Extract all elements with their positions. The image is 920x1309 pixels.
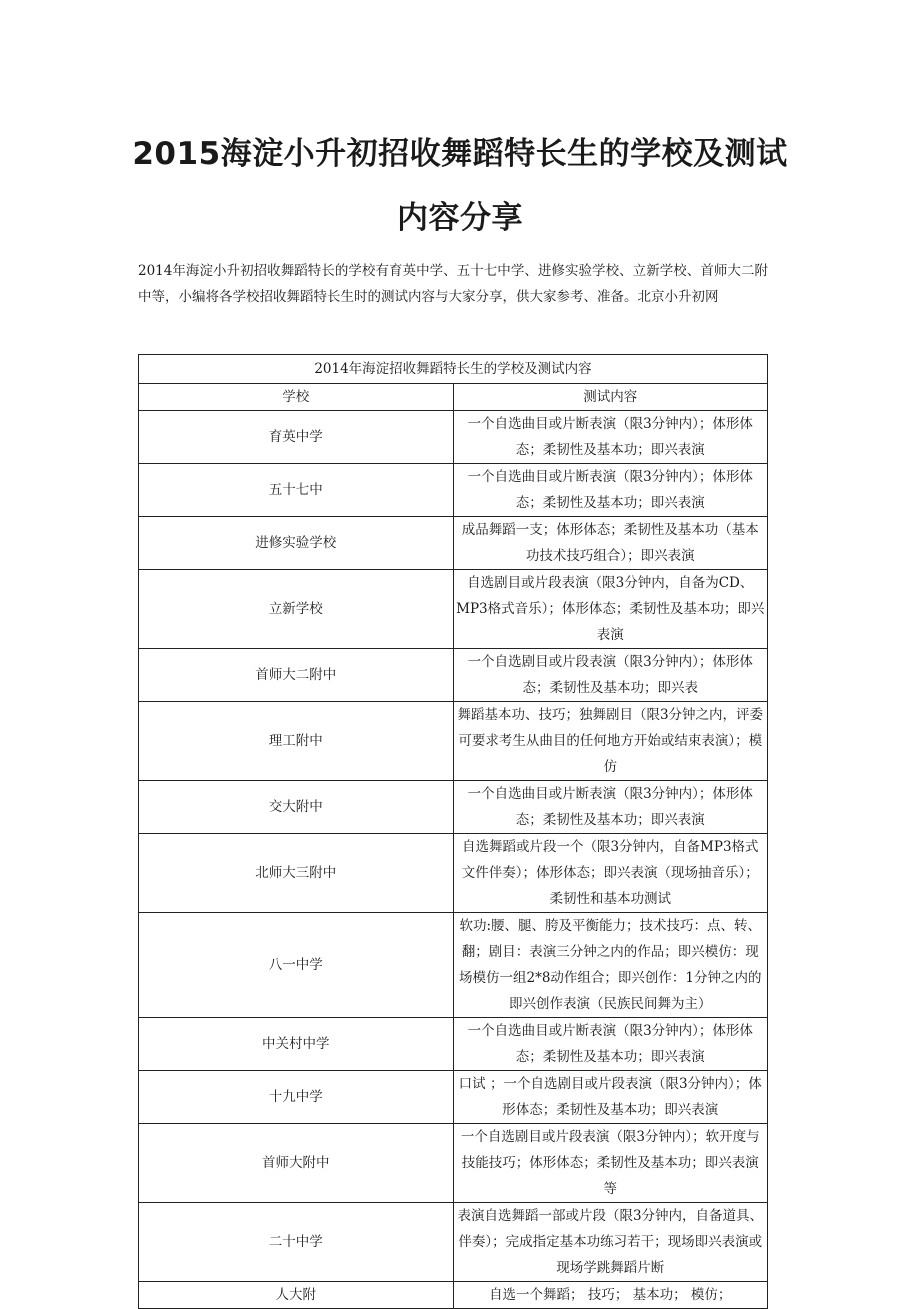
content-cell: 自选一个舞蹈； 技巧； 基本功； 模仿； (453, 1282, 768, 1309)
school-cell: 十九中学 (139, 1071, 454, 1124)
table-row (139, 411, 768, 464)
school-cell: 交大附中 (139, 781, 454, 834)
school-cell: 人大附 (139, 1282, 454, 1309)
table-row (139, 1018, 768, 1071)
school-cell: 立新学校 (139, 570, 454, 649)
school-cell: 五十七中 (139, 464, 454, 517)
school-cell: 理工附中 (139, 702, 454, 781)
table-row (139, 1071, 768, 1124)
header-content: 测试内容 (453, 384, 768, 411)
school-cell: 中关村中学 (139, 1018, 454, 1071)
table-row (139, 570, 768, 649)
content-cell: 一个自选曲目或片断表演（限3分钟内）；体形体态；柔韧性及基本功；即兴表演 (453, 411, 768, 464)
content-cell: 自选剧目或片段表演（限3分钟内，自备为CD、MP3格式音乐）；体形体态；柔韧性及基本功；即兴表演 (453, 570, 768, 649)
school-cell: 首师大二附中 (139, 649, 454, 702)
content-cell: 自选舞蹈或片段一个（限3分钟内，自备MP3格式文件伴奏）；体形体态；即兴表演（现场抽音乐）；柔韧性和基本功测试 (453, 834, 768, 913)
content-cell: 软功:腰、腿、胯及平衡能力；技术技巧：点、转、翻；剧目：表演三分钟之内的作品；即兴模仿：现场模仿一组2*8动作组合；即兴创作：1分钟之内的即兴创作表演（民族民间舞为主） (453, 913, 768, 1018)
table-row (139, 781, 768, 834)
content-cell: 口试 ；一个自选剧目或片段表演（限3分钟内）；体形体态；柔韧性及基本功；即兴表演 (453, 1071, 768, 1124)
school-cell: 八一中学 (139, 913, 454, 1018)
content-cell: 表演自选舞蹈一部或片段（限3分钟内，自备道具、伴奏）；完成指定基本功练习若干；现场即兴表演或现场学跳舞蹈片断 (453, 1203, 768, 1282)
table-row (139, 517, 768, 570)
table-row (139, 702, 768, 781)
table-row (139, 464, 768, 517)
table-caption: 2014年海淀招收舞蹈特长生的学校及测试内容 (139, 355, 768, 384)
content-cell: 一个自选曲目或片断表演（限3分钟内）；体形体态；柔韧性及基本功；即兴表演 (453, 1018, 768, 1071)
header-school: 学校 (139, 384, 454, 411)
content-cell: 舞蹈基本功、技巧；独舞剧目（限3分钟之内，评委可要求考生从曲目的任何地方开始或结束表演）；模仿 (453, 702, 768, 781)
school-cell: 育英中学 (139, 411, 454, 464)
content-cell: 一个自选剧目或片段表演（限3分钟内）；体形体态；柔韧性及基本功；即兴表 (453, 649, 768, 702)
table-row (139, 649, 768, 702)
school-cell: 首师大附中 (139, 1124, 454, 1203)
table-row (139, 834, 768, 913)
table-row (139, 1282, 768, 1309)
table-row (139, 1124, 768, 1203)
school-cell: 进修实验学校 (139, 517, 454, 570)
intro-paragraph: 2014年海淀小升初招收舞蹈特长的学校有育英中学、五十七中学、进修实验学校、立新学校、首师大二附中等，小编将各学校招收舞蹈特长生时的测试内容与大家分享，供大家参考、准备。北京小升初网 (138, 263, 768, 305)
school-cell: 北师大三附中 (139, 834, 454, 913)
content-cell: 一个自选曲目或片断表演（限3分钟内）；体形体态；柔韧性及基本功；即兴表演 (453, 781, 768, 834)
content-cell: 成品舞蹈一支；体形体态；柔韧性及基本功（基本功技术技巧组合）；即兴表演 (453, 517, 768, 570)
page-title: 2015海淀小升初招收舞蹈特长生的学校及测试内容分享 (132, 136, 788, 236)
school-cell: 二十中学 (139, 1203, 454, 1282)
content-cell: 一个自选剧目或片段表演（限3分钟内）；软开度与技能技巧；体形体态；柔韧性及基本功；即兴表演等 (453, 1124, 768, 1203)
table-row (139, 913, 768, 1018)
content-cell: 一个自选曲目或片断表演（限3分钟内）；体形体态；柔韧性及基本功；即兴表演 (453, 464, 768, 517)
schools-table (138, 354, 768, 1309)
table-row (139, 1203, 768, 1282)
